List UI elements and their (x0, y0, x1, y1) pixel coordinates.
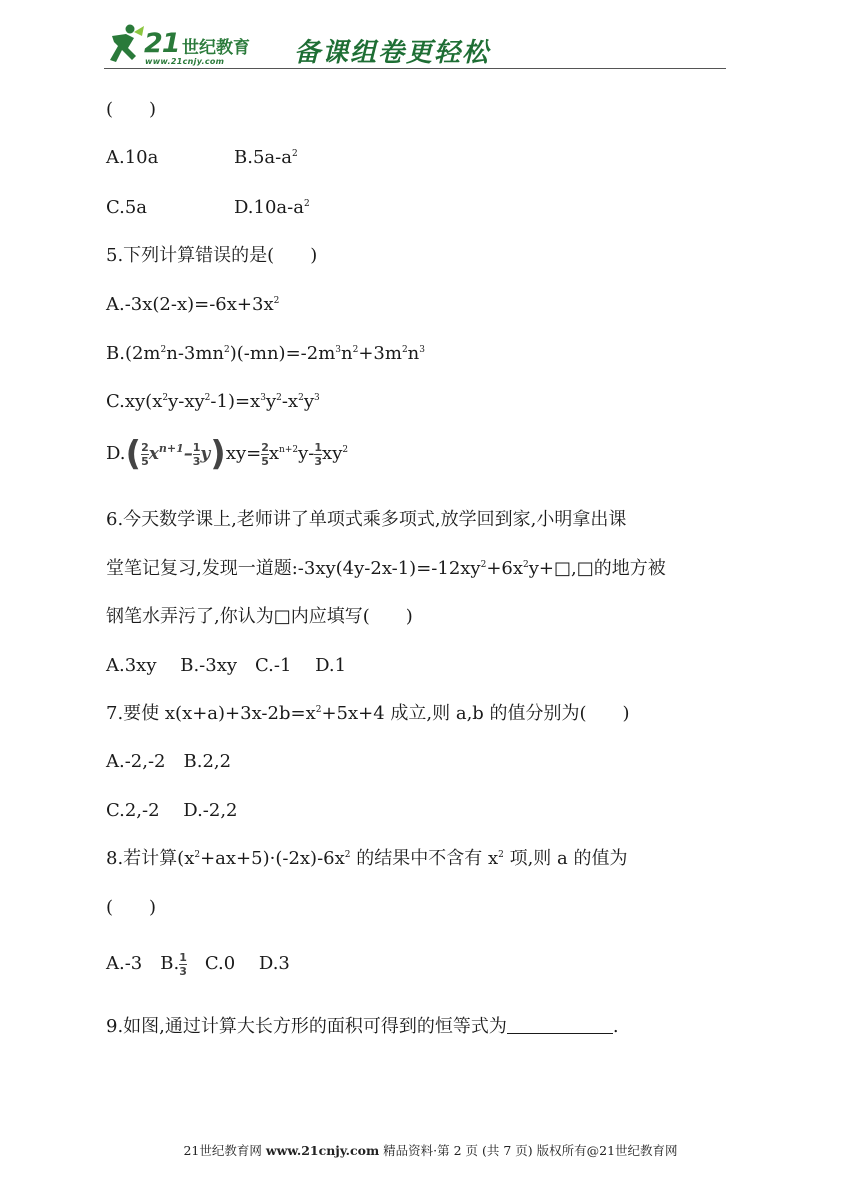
logo-url: www.21cnjy.com (145, 57, 225, 66)
q8-options: A.-3 B. $\frac{1}{3}$ C.0 D.3 (106, 950, 290, 978)
q4-option-a: A.10a (106, 147, 159, 168)
q7-options-cd: C.2,-2 D.-2,2 (106, 800, 238, 821)
q7-stem: 7.要使 $x(x+a)+3x-2b=x^2+5x+4$ 成立,则 a,b 的值分别为( ) (106, 703, 630, 724)
q5-option-a: $A.-3x(2-x)=-6x+3x^2$ (106, 294, 280, 315)
q6-options: A.3xy B.-3xy C.-1 D.1 (106, 655, 347, 676)
q5-option-c: $C.xy(x^2y-xy^2-1)=x^3y^2-x^2y^3$ (106, 391, 320, 412)
q9-answer-blank (507, 1015, 613, 1034)
q8-paren: ( ) (106, 897, 157, 918)
header-slogan: 备课组卷更轻松 (294, 38, 491, 68)
footer-site: 21世纪教育网 (183, 1143, 262, 1158)
q7-options-ab: A.-2,-2 B.2,2 (106, 751, 232, 772)
page-footer (0, 1141, 861, 1159)
q6-stem-line1: 6.今天数学课上,老师讲了单项式乘多项式,放学回到家,小明拿出课 (106, 509, 627, 530)
q4-option-d: $D.10a-a^2$ (234, 197, 310, 218)
page-header (104, 22, 726, 70)
q5-stem: 5.下列计算错误的是( ) (106, 245, 318, 266)
q6-stem-line2: 堂笔记复习,发现一道题$:-3xy(4y-2x-1)=-12xy^2+6x^2y+□,□$的地方被 (106, 558, 666, 579)
q5-option-b: $B.(2m^2n-3mn^2)(-mn)=-2m^3n^2+3m^2n^3$ (106, 343, 425, 364)
header-divider (104, 68, 726, 69)
runner-logo-icon (104, 22, 146, 66)
q5-option-d: D.( $\frac{2}{5}$ $x^{n+1}-$ $\frac{1}{3}$ y)xy= $\frac{2}{5}$ $x^{n+2}y-$ $\frac{1}{3}$ $xy^2$ (106, 434, 349, 474)
q4-option-c: C.5a (106, 197, 148, 218)
q8-stem: 8.若计算$(x^2+ax+5)\cdot(-2x)-6x^2$ 的结果中不含有 $x^2$ 项,则 a 的值为 (106, 848, 628, 869)
logo-brand-text: 世纪教育 (182, 38, 250, 58)
footer-info: 精品资料·第 2 页 (共 7 页) 版权所有@21世纪教育网 (383, 1143, 678, 1158)
q4-paren: ( ) (106, 99, 157, 120)
q9-stem: 9.如图,通过计算大长方形的面积可得到的恒等式为 . (106, 1016, 619, 1037)
q4-option-b: $B.5a-a^2$ (234, 147, 298, 168)
logo-number: 21 (144, 28, 180, 59)
q4-options-ab (106, 146, 298, 170)
footer-url: www.21cnjy.com (265, 1143, 380, 1158)
q4-options-cd (106, 196, 310, 220)
q6-stem-line3: 钢笔水弄污了,你认为□内应填写( ) (106, 606, 413, 627)
